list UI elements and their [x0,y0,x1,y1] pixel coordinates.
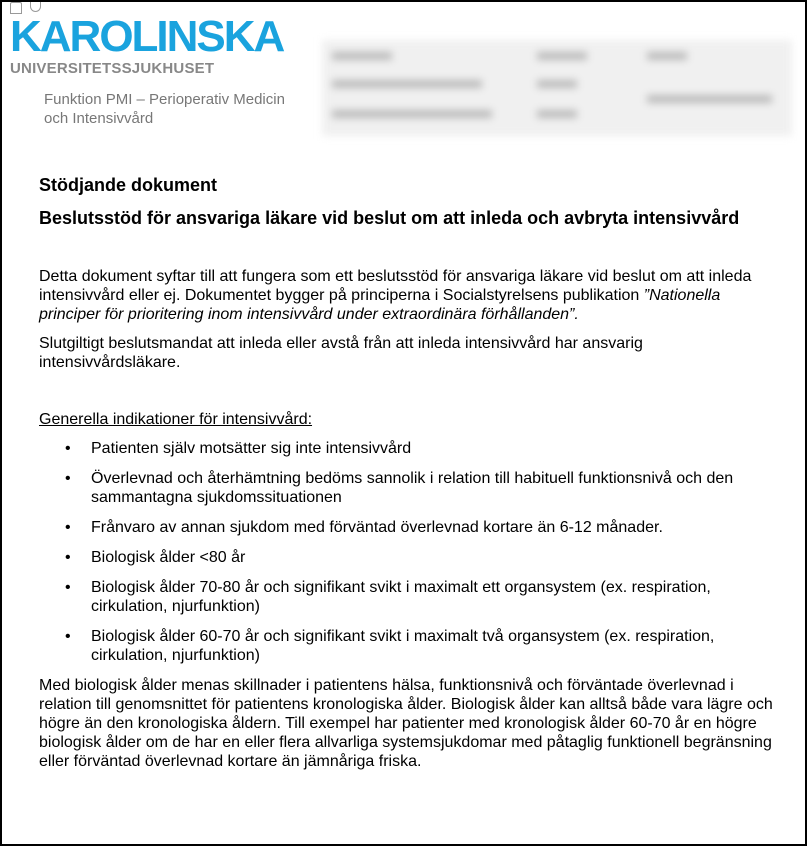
list-item: • Patienten själv motsätter sig inte intensivvård [91,439,779,458]
department [44,90,285,128]
list-item: • Biologisk ålder 60-70 år och signifikant svikt i maximalt två organsystem (ex. respiration, cirkulation, njurfunktion) [91,627,779,665]
intro-text: Detta dokument syftar till att fungera som ett beslutsstöd för ansvariga läkare vid beslut om att inleda intensivvård eller ej. Dokumentet bygger på principerna i Socialstyrelsens publikation [39,268,752,304]
list-item: • Överlevnad och återhämtning bedöms sannolik i relation till habituell funktionsnivå och den sammantagna sjukdomssituationen [91,469,779,507]
karolinska-logo [10,2,283,78]
indications-list [39,439,779,665]
list-item: • Biologisk ålder <80 år [91,548,779,567]
document-type-heading: Stödjande dokument [39,175,218,195]
mandate-paragraph: Slutgiltigt beslutsmandat att inleda eller avstå från att inleda intensivvård har ansvarig intensivvårdsläkare. [39,335,643,371]
document-body [39,174,779,781]
intro-citation: ”Nationella principer för prioritering inom intensivvård under extraordinära förhållanden”. [39,287,721,323]
biological-age-paragraph: Med biologisk ålder menas skillnader i patientens hälsa, funktionsnivå och förväntade överlevnad i relation till genomsnittet för patientens kronologiska ålder. Biologisk ålder kan alltså både vara lägre och högre än den kronologiska åldern. Till exempel har patienter med kronologisk ålder 60-70 år en högre biologisk ålder om de har en eller flera allvarliga systemsjukdomar med påtaglig funktionell begränsning eller förväntad överlevnad kortare än jämnåriga friska. [39,677,773,770]
department-line-1: Funktion PMI – Perioperativ Medicin [44,91,285,108]
list-item: • Biologisk ålder 70-80 år och signifikant svikt i maximalt ett organsystem (ex. respiration, cirkulation, njurfunktion) [91,578,779,616]
section-heading: Generella indikationer för intensivvård: [39,411,313,428]
intro-paragraph [39,267,779,324]
document-title: Beslutsstöd för ansvariga läkare vid beslut om att inleda och avbryta intensivvård [39,208,740,228]
list-item: • Frånvaro av annan sjukdom med förväntad överlevnad kortare än 6-12 månader. [91,518,779,537]
department-line-2: och Intensivvård [44,110,154,127]
logo-subtext: UNIVERSITETSSJUKHUSET [10,60,215,77]
logo-text: KAROLINSKA [10,12,284,61]
redacted-info-table [322,40,792,136]
wreath-icon [30,2,41,12]
